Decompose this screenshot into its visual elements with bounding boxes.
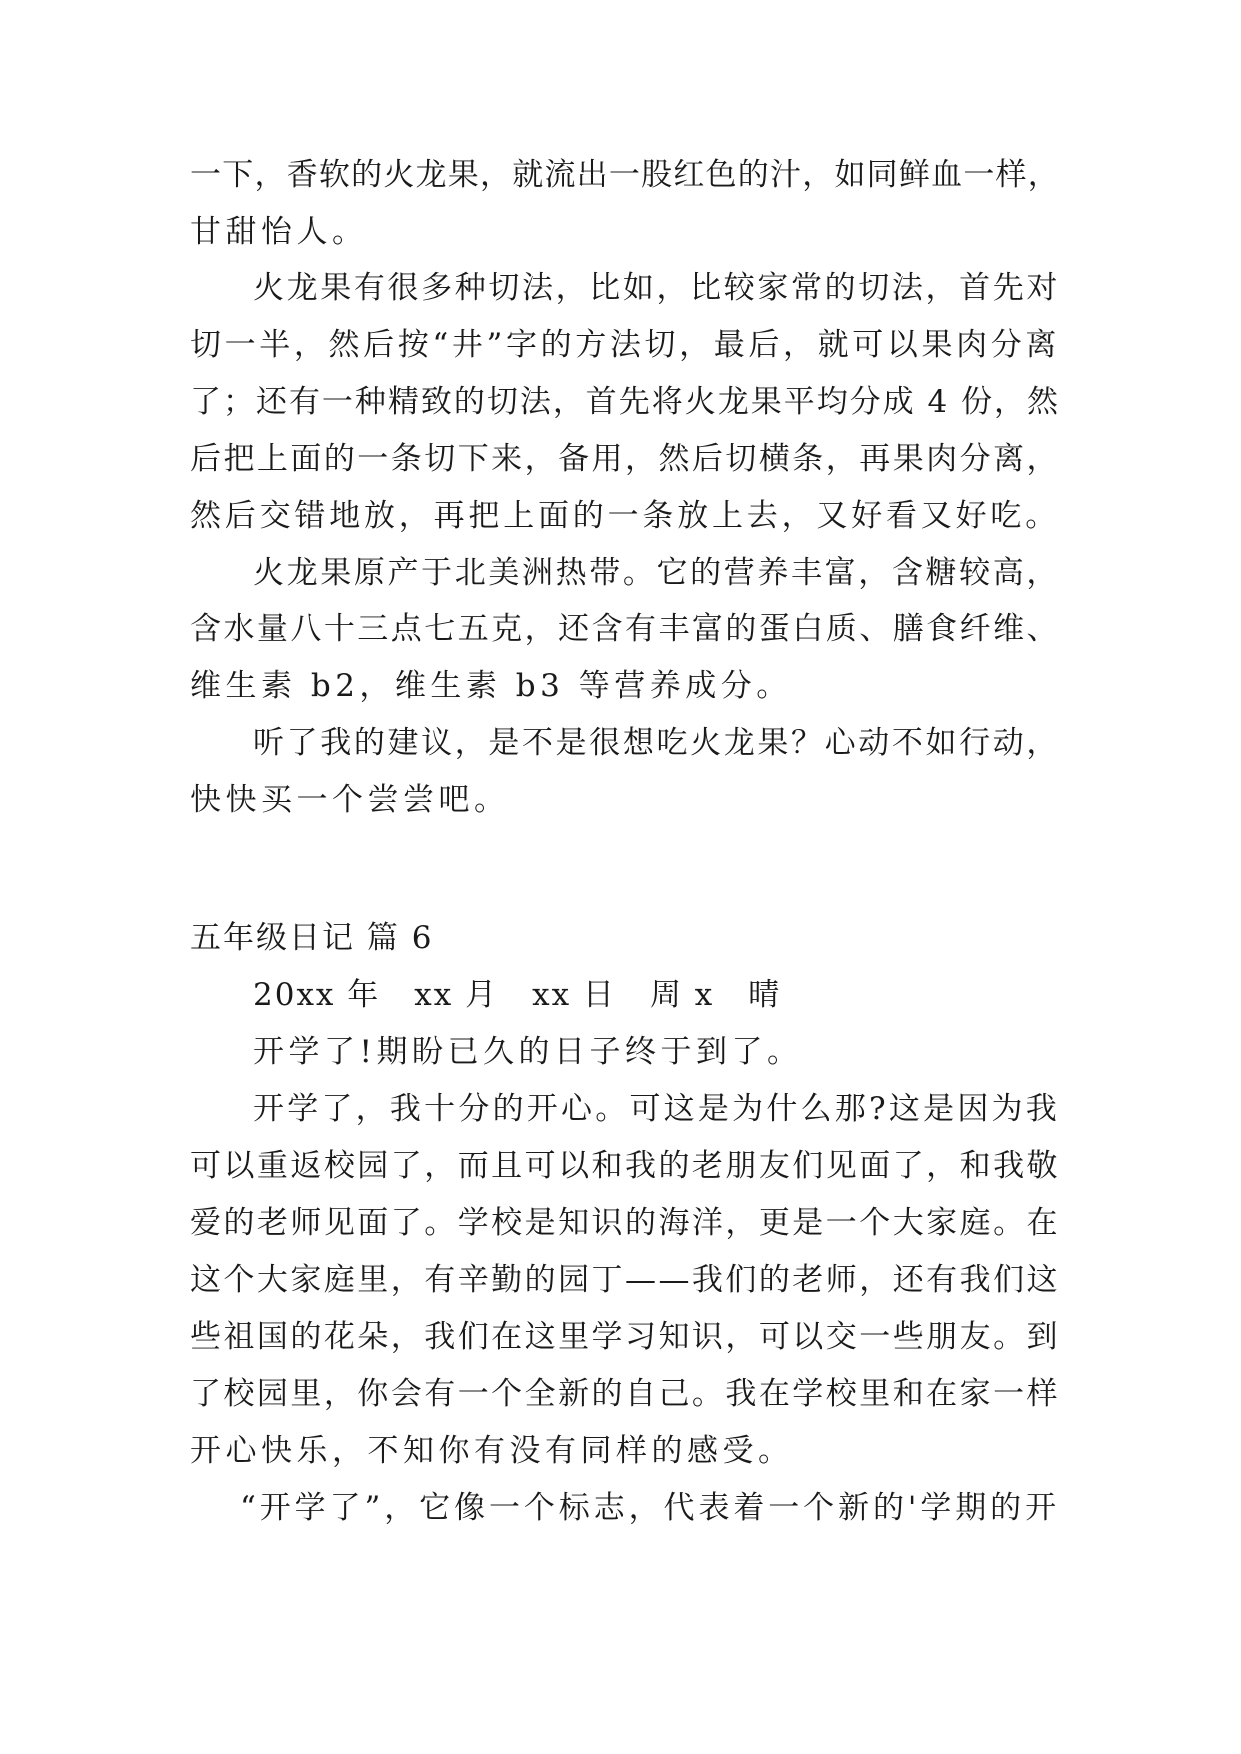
text-line: 了；还有一种精致的切法，首先将火龙果平均分成 4 份，然: [190, 384, 1060, 420]
text-line: 爱的老师见面了。学校是知识的海洋，更是一个大家庭。在: [190, 1205, 1060, 1241]
date-month: xx 月: [414, 977, 499, 1013]
date-line: [253, 975, 781, 1015]
text-line: 火龙果有很多种切法，比如，比较家常的切法，首先对: [253, 270, 1060, 306]
text-line: 切一半，然后按“井”字的方法切，最后，就可以果肉分离: [190, 327, 1060, 363]
text-line: 可以重返校园了，而且可以和我的老朋友们见面了，和我敬: [190, 1148, 1060, 1184]
date-day: xx 日: [532, 977, 616, 1013]
text-line: 含水量八十三点七五克，还含有丰富的蛋白质、膳食纤维、: [190, 611, 1060, 647]
text-line: 一下，香软的火龙果，就流出一股红色的汁，如同鲜血一样，: [190, 157, 1060, 193]
text-line: 听了我的建议，是不是很想吃火龙果？心动不如行动，: [253, 725, 1060, 761]
text-line: 后把上面的一条切下来，备用，然后切横条，再果肉分离，: [190, 441, 1060, 477]
date-year: 20xx 年: [253, 977, 381, 1013]
section-title: 五年级日记 篇 6: [190, 920, 434, 956]
text-line: 这个大家庭里，有辛勤的园丁——我们的老师，还有我们这: [190, 1262, 1060, 1298]
text-line: 开学了，我十分的开心。可这是为什么那?这是因为我: [253, 1091, 1060, 1127]
text-line: 快快买一个尝尝吧。: [190, 782, 510, 818]
date-weekday: 周 x: [649, 977, 715, 1013]
text-line: 然后交错地放，再把上面的一条放上去，又好看又好吃。: [190, 498, 1060, 534]
text-line: 开学了!期盼已久的日子终于到了。: [253, 1034, 803, 1070]
text-line: 火龙果原产于北美洲热带。它的营养丰富，含糖较高，: [253, 555, 1060, 591]
text-line: 维生素 b2，维生素 b3 等营养成分。: [190, 668, 792, 704]
text-line: 了校园里，你会有一个全新的自己。我在学校里和在家一样: [190, 1376, 1060, 1412]
text-line: “开学了”，它像一个标志，代表着一个新的'学期的开: [240, 1490, 1060, 1526]
text-line: 甘甜怡人。: [190, 214, 368, 250]
date-weather: 晴: [748, 977, 782, 1013]
text-line: 开心快乐，不知你有没有同样的感受。: [190, 1433, 794, 1469]
text-line: 些祖国的花朵，我们在这里学习知识，可以交一些朋友。到: [190, 1319, 1060, 1355]
